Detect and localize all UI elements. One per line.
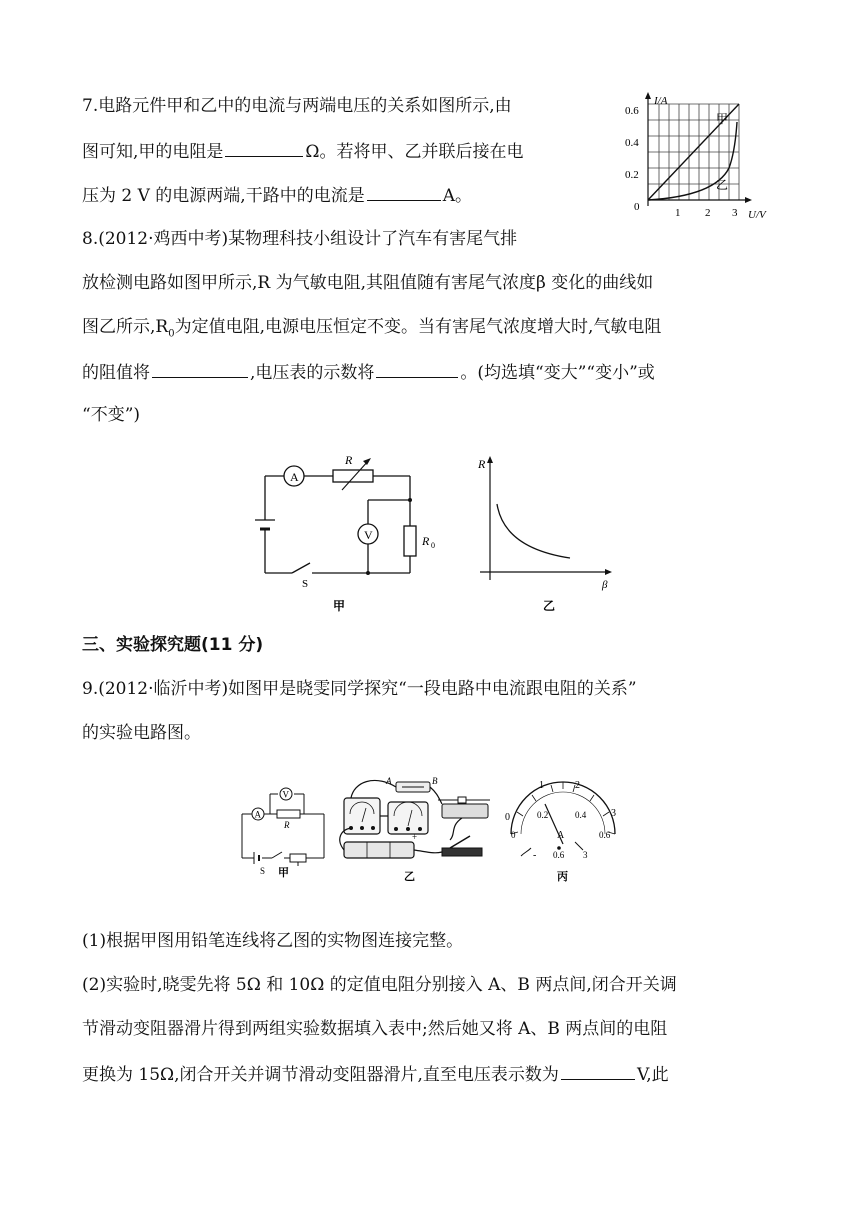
q7-text-2b: Ω。若将甲、乙并联后接在电 (305, 142, 524, 162)
q8-curve-y-label: R (478, 457, 486, 471)
q8-r0-sub: 0 (431, 541, 435, 550)
q8-caption-jia: 甲 (333, 599, 346, 613)
q9-blank-voltage[interactable] (561, 1062, 635, 1080)
q9-dial-unit: A (557, 830, 565, 841)
q8-blank-resistance-change[interactable] (152, 360, 248, 378)
q9-dial-bottom-0.2: 0.2 (537, 810, 549, 820)
q7-y-tick-0.6: 0.6 (625, 105, 639, 117)
q9-ammeter-dial (495, 772, 630, 884)
q9-dial-bottom-0: 0 (511, 830, 516, 840)
q9-caption-yi: 乙 (404, 870, 415, 883)
q9-ammeter-label: A (254, 809, 261, 820)
q7-label-jia: 甲 (716, 112, 729, 126)
q8-resistance-curve (470, 448, 630, 618)
q9-part-2-line-2: 节滑动变阻器滑片得到两组实验数据填入表中;然后她又将 A、B 两点间的电阻 (82, 1019, 668, 1039)
q9-text-3a: 更换为 15Ω,闭合开关并调节滑动变阻器滑片,直至电压表示数为 (82, 1065, 559, 1085)
q8-fixed-resistor (404, 526, 416, 556)
q7-x-tick-3: 3 (732, 207, 738, 219)
q8-gas-resistor (333, 470, 373, 482)
q9-dial-bottom-0.6: 0.6 (599, 830, 611, 840)
q8-blank-voltmeter-change[interactable] (376, 360, 458, 378)
section-3-title: 三、实验探究题(11 分) (82, 635, 264, 655)
q7-line-2 (82, 139, 524, 163)
q8-line-1: 8.(2012·鸡西中考)某物理科技小组设计了汽车有害尾气排 (82, 229, 518, 249)
q7-text-3a: 压为 2 V 的电源两端,干路中的电流是 (82, 186, 365, 206)
q8-text-3-sub: 0 (168, 328, 175, 340)
q8-line-3 (82, 316, 661, 345)
q7-text-2a: 图可知,甲的电阻是 (82, 142, 224, 162)
q7-y-tick-0.2: 0.2 (625, 169, 639, 181)
q8-ammeter-label: A (290, 470, 299, 484)
q8-caption-yi: 乙 (543, 599, 556, 613)
q9-dial-top-2: 2 (575, 780, 580, 791)
q8-circuit-diagram (250, 448, 450, 618)
q7-y-axis-label: I/A (654, 95, 668, 107)
q7-label-yi: 乙 (716, 178, 729, 192)
q8-line-5: “不变”) (82, 405, 141, 425)
q8-r-label: R (345, 453, 353, 467)
q9-caption-bing: 丙 (557, 870, 568, 883)
q8-line-2: 放检测电路如图甲所示,R 为气敏电阻,其阻值随有害尾气浓度β 变化的曲线如 (82, 273, 654, 293)
q9-text-3b: V,此 (636, 1065, 669, 1085)
q9-line-2: 的实验电路图。 (82, 723, 201, 743)
q8-text-4a: 的阻值将 (82, 363, 150, 383)
q9-switch-label: S (260, 866, 266, 876)
q9-part-2-line-1: (2)实验时,晓雯先将 5Ω 和 10Ω 的定值电阻分别接入 A、B 两点间,闭合开关调 (82, 975, 677, 995)
q9-dial-terminal-minus: - (533, 850, 537, 861)
q9-terminal-b: B (432, 776, 438, 786)
q8-voltmeter-label: V (364, 528, 373, 542)
q9-apparatus-picture (330, 770, 490, 882)
q8-text-3-post: 为定值电阻,电源电压恒定不变。当有害尾气浓度增大时,气敏电阻 (174, 317, 662, 337)
q8-line-4 (82, 360, 655, 384)
q7-y-tick-0: 0 (634, 201, 640, 213)
q7-text-3b: A。 (442, 186, 472, 206)
q9-dial-top-1: 1 (539, 780, 544, 791)
q9-dial-bottom-0.4: 0.4 (575, 810, 587, 820)
q9-r-label: R (284, 820, 290, 830)
q8-curve (497, 504, 570, 558)
q7-x-tick-2: 2 (705, 207, 711, 219)
q9-voltmeter-label: V (282, 789, 289, 800)
q7-iu-graph (620, 92, 780, 222)
q9-dial-terminal-0.6: 0.6 (553, 850, 565, 860)
q9-part-1: (1)根据甲图用铅笔连线将乙图的实物图连接完整。 (82, 931, 464, 951)
q8-curve-x-label: β (602, 579, 608, 591)
q7-blank-resistance[interactable] (225, 139, 303, 157)
q9-terminal-a: A (386, 776, 392, 786)
q9-line-1: 9.(2012·临沂中考)如图甲是晓雯同学探究“一段电路中电流跟电阻的关系” (82, 679, 637, 699)
q9-circuit-schematic (232, 778, 332, 878)
q9-caption-jia: 甲 (278, 866, 289, 879)
q9-part-2-line-3 (82, 1062, 669, 1086)
q7-line-3 (82, 183, 472, 207)
q8-r0-label: R (422, 534, 430, 548)
q8-text-4c: 。(均选填“变大”“变小”或 (460, 363, 655, 383)
q8-switch-label: S (302, 578, 309, 590)
q7-y-tick-0.4: 0.4 (625, 137, 639, 149)
q9-dial-top-0: 0 (505, 812, 510, 823)
q8-text-4b: ,电压表的示数将 (250, 363, 375, 383)
q8-text-3-pre: 图乙所示,R (82, 317, 169, 337)
q7-x-tick-1: 1 (675, 207, 681, 219)
svg-text:+: + (412, 832, 418, 842)
q7-x-axis-label: U/V (748, 209, 766, 221)
q7-blank-current[interactable] (367, 183, 441, 201)
q9-dial-top-3: 3 (611, 808, 616, 819)
q9-dial-terminal-3: 3 (583, 850, 588, 860)
q7-line-1: 7.电路元件甲和乙中的电流与两端电压的关系如图所示,由 (82, 96, 512, 116)
